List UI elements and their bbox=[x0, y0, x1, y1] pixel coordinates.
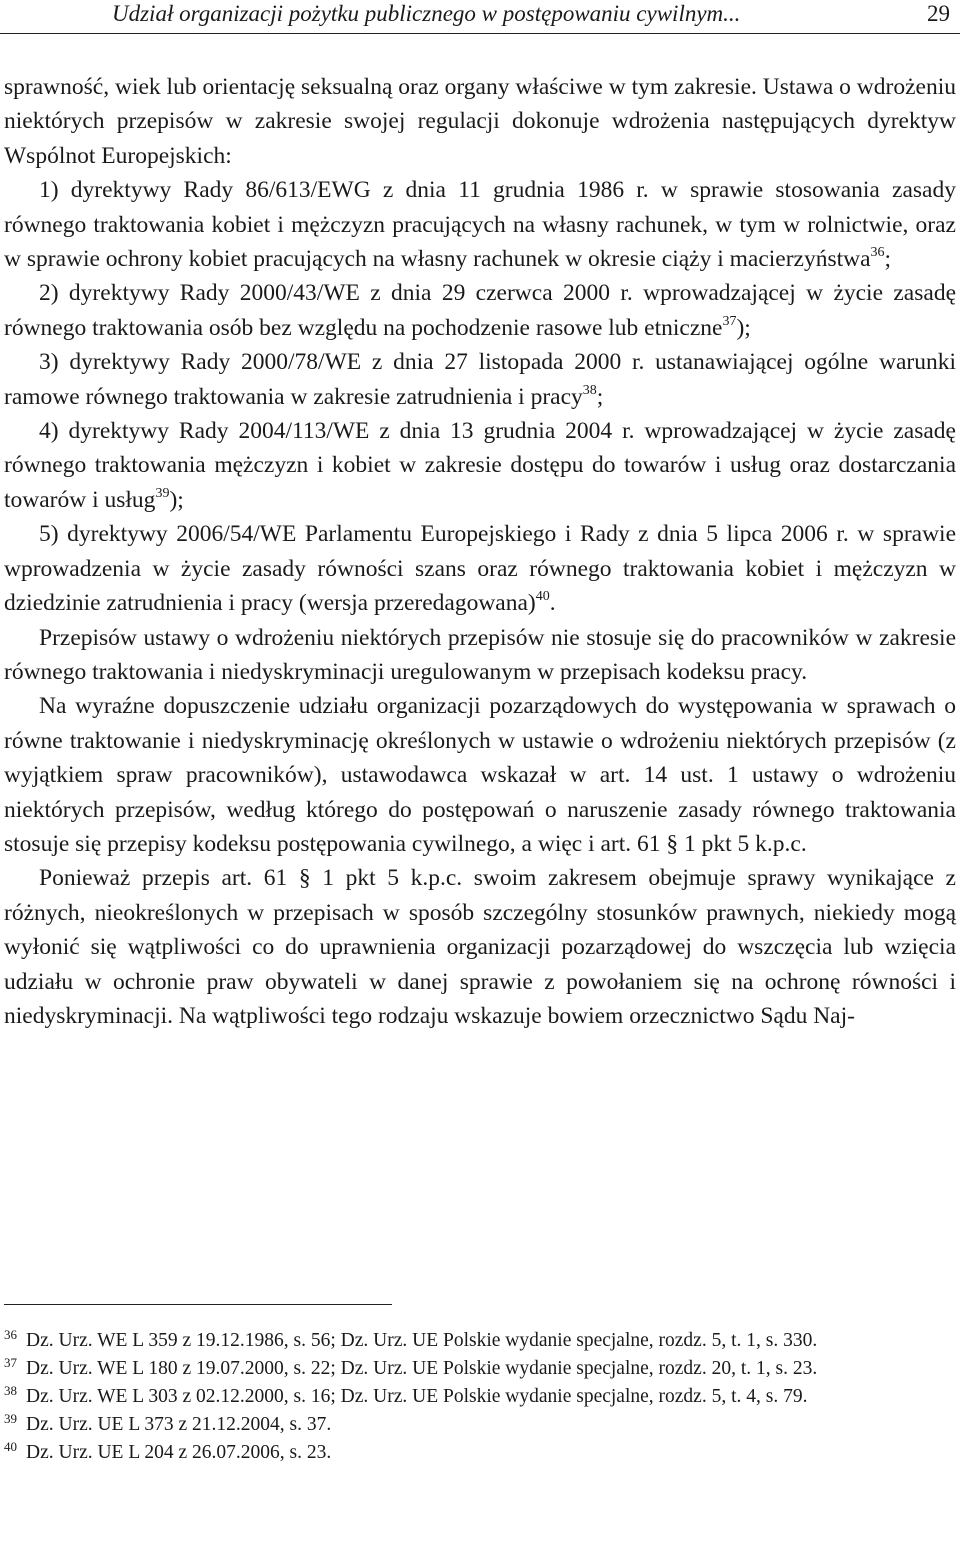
page-number: 29 bbox=[927, 1, 950, 26]
paragraph-text: 1) dyrektywy Rady 86/613/EWG z dnia 11 grudnia 1986 r. w sprawie stosowania zasady równego traktowania kobiet i mężczyzn pracujących na własny rachunek, w tym w rolnictwie, oraz w sprawie ochrony kobiet pracujących na własny rachunek w okresie ciąży i macierzyństwa bbox=[4, 177, 956, 273]
footnote bbox=[4, 1439, 954, 1467]
paragraph-text: 4) dyrektywy Rady 2004/113/WE z dnia 13 grudnia 2004 r. wprowadzającej w życie zasadę równego traktowania mężczyzn i kobiet w zakresie dostępu do towarów i usług oraz dostarczania towarów i usług bbox=[4, 418, 956, 513]
footnote-reference[interactable]: 40 bbox=[535, 589, 550, 605]
footnote-number: 39 bbox=[4, 1411, 17, 1426]
paragraph-text: ); bbox=[169, 486, 184, 513]
footnote-reference[interactable]: 36 bbox=[870, 245, 885, 261]
footnote-reference[interactable]: 39 bbox=[155, 486, 170, 502]
paragraph-text: ); bbox=[736, 314, 751, 341]
paragraph-text: 5) dyrektywy 2006/54/WE Parlamentu Europejskiego i Rady z dnia 5 lipca 2006 r. w sprawie wprowadzenia w życie zasady równości szans oraz równego traktowania kobiet i mężczyzn w dziedzinie zatrudnienia i pracy (wersja przeredagowana) bbox=[4, 521, 956, 617]
list-item bbox=[4, 414, 956, 517]
footnote-number: 38 bbox=[4, 1383, 17, 1398]
footnote-separator bbox=[4, 1304, 392, 1305]
paragraph-text: sprawność, wiek lub orientację seksualną oraz organy właściwe w tym zakresie. Ustawa o wdrożeniu niektórych przepisów w zakresie swojej regulacji dokonuje wdrożenia następujących dyrektyw Wspólnot Europejskich: bbox=[4, 74, 956, 169]
footnote-text: Dz. Urz. UE L 373 z 21.12.2004, s. 37. bbox=[26, 1414, 332, 1435]
list-item bbox=[4, 345, 956, 414]
paragraph-text: 2) dyrektywy Rady 2000/43/WE z dnia 29 czerwca 2000 r. wprowadzającej w życie zasadę równego traktowania osób bez względu na pochodzenie rasowe lub etniczne bbox=[4, 280, 956, 341]
paragraph-text: 3) dyrektywy Rady 2000/78/WE z dnia 27 listopada 2000 r. ustanawiającej ogólne warunki ramowe równego traktowania w zakresie zatrudnienia i pracy bbox=[4, 349, 956, 410]
footnotes bbox=[4, 1327, 954, 1467]
footnote-number: 40 bbox=[4, 1439, 17, 1454]
running-header bbox=[0, 0, 960, 34]
footnote-number: 36 bbox=[4, 1327, 17, 1342]
paragraph bbox=[4, 621, 956, 690]
paragraph-text: Na wyraźne dopuszczenie udziału organizacji pozarządowych do występowania w sprawach o równe traktowanie i niedyskryminację określonych w ustawie o wdrożeniu niektórych przepisów (z wyjątkiem spraw pracowników), ustawodawca wskazał w art. 14 ust. 1 ustawy o wdrożeniu niektórych przepisów, według którego do postępowań o naruszenie zasady równego traktowania stosuje się przepisy kodeksu postępowania cywilnego, a więc i art. 61 § 1 pkt 5 k.p.c. bbox=[4, 693, 956, 857]
footnote bbox=[4, 1327, 954, 1355]
footnote-text: Dz. Urz. UE L 204 z 26.07.2006, s. 23. bbox=[26, 1442, 332, 1463]
footnote-reference[interactable]: 37 bbox=[722, 314, 737, 330]
paragraph bbox=[4, 861, 956, 1033]
list-item bbox=[4, 517, 956, 620]
list-item bbox=[4, 173, 956, 276]
paragraph-text: . bbox=[549, 590, 556, 617]
footnote-text: Dz. Urz. WE L 180 z 19.07.2000, s. 22; Dz. Urz. UE Polskie wydanie specjalne, rozdz. 20, t. 1, s. 23. bbox=[26, 1358, 818, 1379]
footnote-number: 37 bbox=[4, 1355, 17, 1370]
paragraph-text: Przepisów ustawy o wdrożeniu niektórych przepisów nie stosuje się do pracowników w zakresie równego traktowania i niedyskryminacji uregulowanym w przepisach kodeksu pracy. bbox=[4, 624, 956, 685]
list-item bbox=[4, 276, 956, 345]
footnote-text: Dz. Urz. WE L 303 z 02.12.2000, s. 16; Dz. Urz. UE Polskie wydanie specjalne, rozdz. 5, t. 4, s. 79. bbox=[26, 1386, 808, 1407]
running-header-title: Udział organizacji pożytku publicznego w postępowaniu cywilnym... bbox=[112, 1, 741, 26]
footnote bbox=[4, 1383, 954, 1411]
header-rule bbox=[0, 33, 960, 34]
paragraph-text: ; bbox=[884, 246, 892, 273]
paragraph-text: ; bbox=[596, 383, 604, 410]
paragraph bbox=[4, 70, 956, 173]
paragraph bbox=[4, 689, 956, 861]
body-text bbox=[4, 70, 956, 1033]
footnote-text: Dz. Urz. WE L 359 z 19.12.1986, s. 56; Dz. Urz. UE Polskie wydanie specjalne, rozdz. 5, t. 1, s. 330. bbox=[26, 1330, 818, 1351]
footnote bbox=[4, 1411, 954, 1439]
paragraph-text: Ponieważ przepis art. 61 § 1 pkt 5 k.p.c. swoim zakresem obejmuje sprawy wynikające z różnych, nieokreślonych w przepisach w sposób szczególny stosunków prawnych, niekiedy mogą wyłonić się wątpliwości co do uprawnienia organizacji pozarządowej do wszczęcia lub wzięcia udziału w ochronie praw obywateli w danej sprawie z powołaniem się na ochronę równości i niedyskryminacji. Na wątpliwości tego rodzaju wskazuje bowiem orzecznictwo Sądu Naj- bbox=[4, 865, 956, 1029]
footnote bbox=[4, 1355, 954, 1383]
footnote-reference[interactable]: 38 bbox=[582, 382, 597, 398]
